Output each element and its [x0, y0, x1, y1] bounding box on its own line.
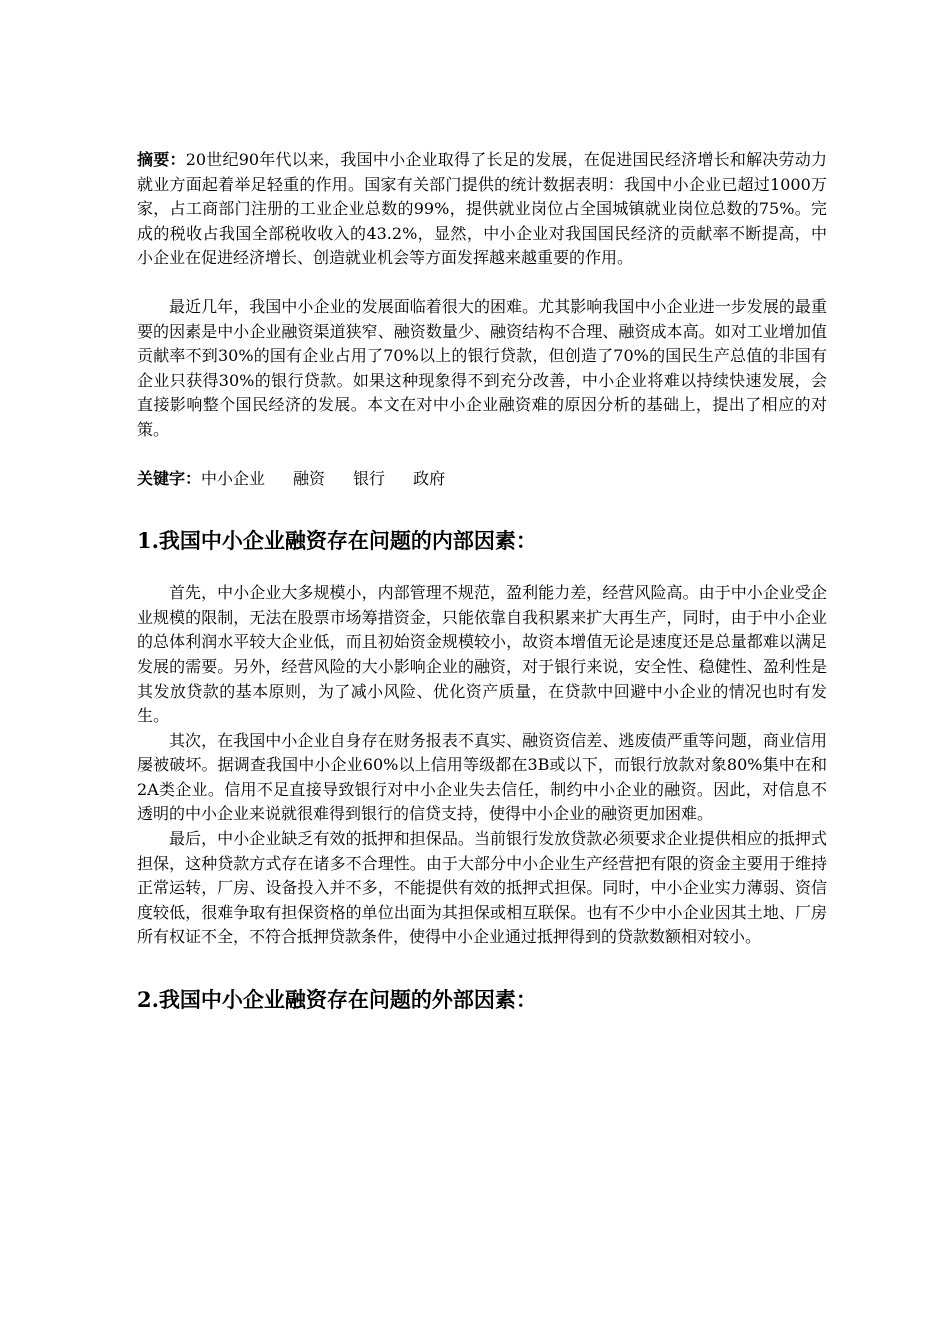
- keyword-item: 政府: [413, 468, 446, 488]
- document-body: [137, 148, 827, 1016]
- section-1-paragraph: 首先，中小企业大多规模小，内部管理不规范，盈利能力差，经营风险高。由于中小企业受企业规模的限制，无法在股票市场筹措资金，只能依靠自我积累来扩大再生产，同时，由于中小企业的总体利润水平较大企业低，而且初始资金规模较小，故资本增值无论是速度还是总量都难以满足发展的需要。另外，经营风险的大小影响企业的融资，对于银行来说，安全性、稳健性、盈利性是其发放贷款的基本原则，为了减小风险、优化资产质量，在贷款中回避中小企业的情况也时有发生。: [137, 583, 827, 726]
- abstract-paragraph: [137, 148, 827, 271]
- keyword-item: 中小企业: [201, 468, 266, 488]
- keyword-item: 银行: [353, 468, 386, 488]
- section-2-heading: 2.我国中小企业融资存在问题的外部因素：: [137, 987, 537, 1013]
- keywords-line: [137, 467, 827, 492]
- abstract-label: 摘要：: [137, 150, 186, 169]
- abstract-text: 20世纪90年代以来，我国中小企业取得了长足的发展，在促进国民经济增长和解决劳动力就业方面起着举足轻重的作用。国家有关部门提供的统计数据表明：我国中小企业已超过1000万家，占工商部门注册的工业企业总数的99%，提供就业岗位占全国城镇就业岗位总数的75%。完成的税收占我国全部税收收入的43.2%，显然，中小企业对我国国民经济的贡献率不断提高，中小企业在促进经济增长、创造就业机会等方面发挥越来越重要的作用。: [137, 150, 827, 268]
- keywords-label: 关键字：: [137, 468, 202, 488]
- section-1-paragraph: 最后，中小企业缺乏有效的抵押和担保品。当前银行发放贷款必须要求企业提供相应的抵押式担保，这种贷款方式存在诸多不合理性。由于大部分中小企业生产经营把有限的资金主要用于维持正常运转，厂房、设备投入并不多，不能提供有效的抵押式担保。同时，中小企业实力薄弱、资信度较低，很难争取有担保资格的单位出面为其担保或相互联保。也有不少中小企业因其土地、厂房所有权证不全，不符合抵押贷款条件，使得中小企业通过抵押得到的贷款数额相对较小。: [137, 829, 827, 947]
- keyword-item: 融资: [293, 468, 326, 488]
- section-1-paragraph: 其次，在我国中小企业自身存在财务报表不真实、融资资信差、逃废债严重等问题，商业信用屡被破坏。据调查我国中小企业60%以上信用等级都在3B或以下，而银行放款对象80%集中在和2A类企业。信用不足直接导致银行对中小企业失去信任，制约中小企业的融资。因此，对信息不透明的中小企业来说就很难得到银行的信贷支持，使得中小企业的融资更加困难。: [137, 730, 827, 824]
- section-1-heading: 1.我国中小企业融资存在问题的内部因素：: [137, 528, 537, 554]
- abstract-paragraph-2: 最近几年，我国中小企业的发展面临着很大的困难。尤其影响我国中小企业进一步发展的最重要的因素是中小企业融资渠道狭窄、融资数量少、融资结构不合理、融资成本高。如对工业增加值贡献率不到30%的国有企业占用了70%以上的银行贷款，但创造了70%的国民生产总值的非国有企业只获得30%的银行贷款。如果这种现象得不到充分改善，中小企业将难以持续快速发展，会直接影响整个国民经济的发展。本文在对中小企业融资难的原因分析的基础上，提出了相应的对策。: [137, 296, 827, 439]
